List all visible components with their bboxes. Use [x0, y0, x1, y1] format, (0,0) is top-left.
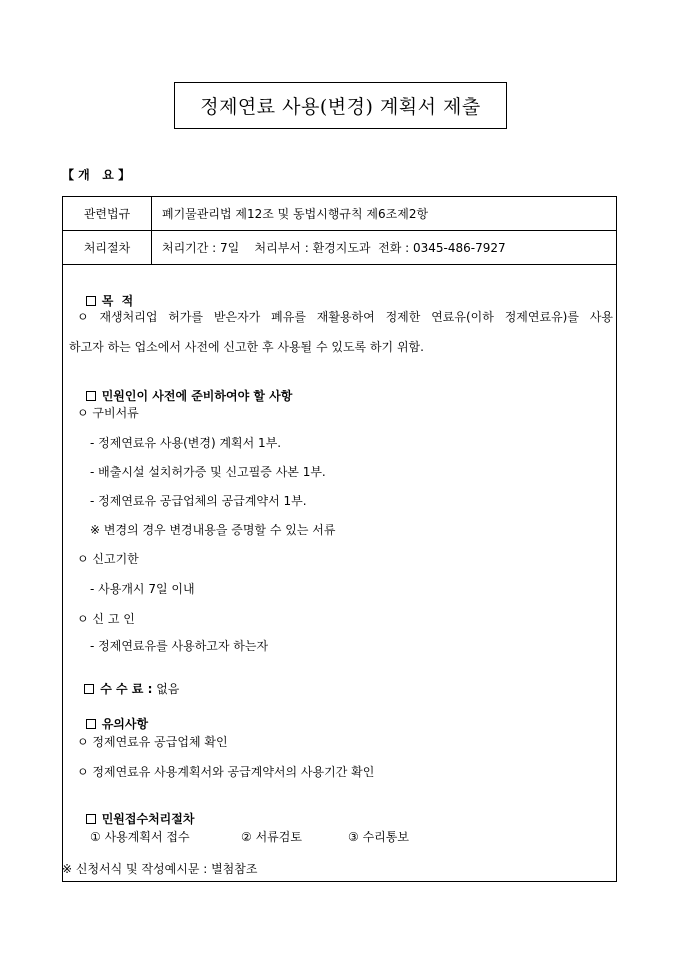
doc-note: ※ 변경의 경우 변경내용을 증명할 수 있는 서류	[90, 523, 336, 537]
deadline-value: - 사용개시 7일 이내	[90, 582, 195, 596]
process-step-3: ③ 수리통보	[348, 830, 409, 844]
reporter-value: - 정제연료유를 사용하고자 하는자	[90, 639, 269, 653]
doc-item-3: - 정제연료유 공급업체의 공급계약서 1부.	[90, 494, 307, 508]
fee-value: 없음	[156, 682, 180, 696]
footnote: ※ 신청서식 및 작성예시문 : 별첨참조	[62, 862, 258, 876]
procedure-label: 처리절차	[63, 231, 152, 264]
note-item-1: ㅇ 정제연료유 공급업체 확인	[77, 735, 228, 749]
info-row-procedure	[63, 231, 616, 265]
page-title: 정제연료 사용(변경) 계획서 제출	[174, 82, 507, 129]
process-step-1: ① 사용계획서 접수	[90, 830, 190, 844]
info-row-law	[63, 197, 616, 231]
content-frame	[62, 196, 617, 882]
process-step-2: ② 서류검토	[241, 830, 302, 844]
law-value: 폐기물관리법 제12조 및 동법시행규칙 제6조제2항	[162, 207, 429, 221]
checkbox-square-icon	[86, 719, 96, 729]
purpose-heading-text: 목 적	[101, 294, 134, 308]
doc-item-1: - 정제연료유 사용(변경) 계획서 1부.	[90, 436, 282, 450]
note-item-2: ㅇ 정제연료유 사용계획서와 공급계약서의 사용기간 확인	[77, 765, 375, 779]
deadline-title: ㅇ 신고기한	[77, 552, 139, 566]
law-label: 관련법규	[63, 197, 152, 230]
prep-heading-text: 민원인이 사전에 준비하여야 할 사항	[101, 389, 293, 403]
docs-title: ㅇ 구비서류	[77, 406, 139, 420]
reporter-title: ㅇ 신 고 인	[77, 612, 135, 626]
checkbox-square-icon	[86, 296, 96, 306]
purpose-line-1: ㅇ 재생처리업 허가를 받은자가 폐유를 재활용하여 정제한 연료유(이하 정제연료유)를 사용	[77, 310, 613, 324]
fee-heading: 수 수 료 :	[100, 682, 153, 696]
checkbox-square-icon	[84, 684, 94, 694]
notes-heading-text: 유의사항	[101, 717, 149, 731]
overview-label: 【 개 요 】	[62, 168, 131, 182]
checkbox-square-icon	[86, 814, 96, 824]
process-heading-text: 민원접수처리절차	[101, 812, 195, 826]
checkbox-square-icon	[86, 391, 96, 401]
doc-item-2: - 배출시설 설치허가증 및 신고필증 사본 1부.	[90, 465, 326, 479]
procedure-value: 처리기간 : 7일 처리부서 : 환경지도과 전화 : 0345-486-7927	[162, 241, 506, 255]
purpose-line-2: 하고자 하는 업소에서 사전에 신고한 후 사용될 수 있도록 하기 위함.	[69, 340, 424, 354]
